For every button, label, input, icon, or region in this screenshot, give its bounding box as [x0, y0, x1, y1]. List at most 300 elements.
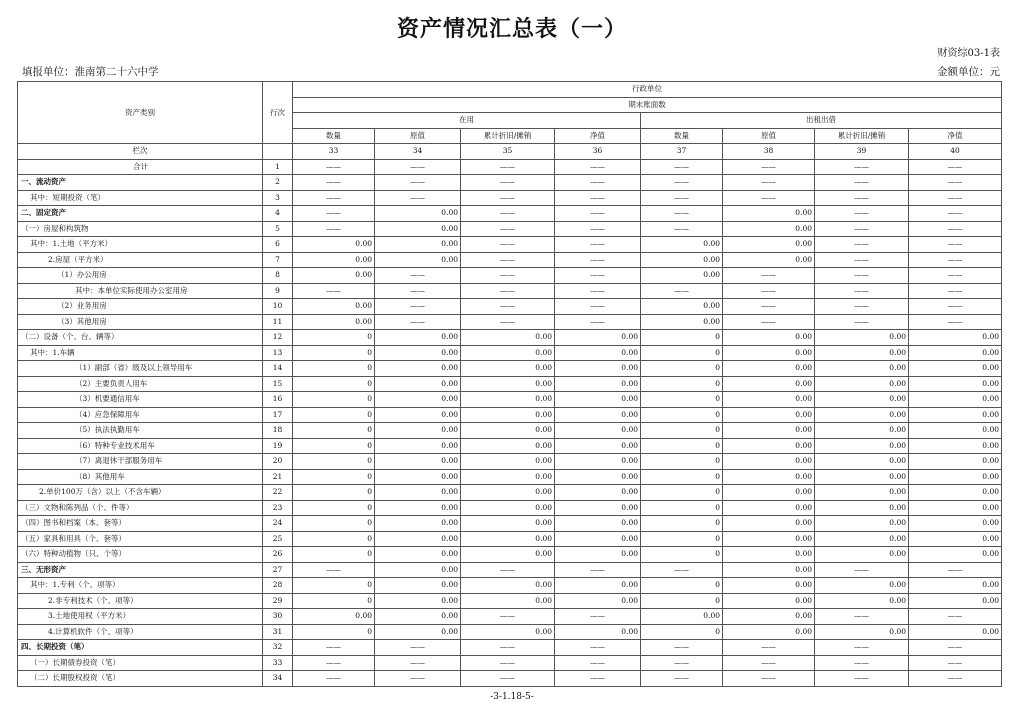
row-line-no: 32: [263, 640, 293, 656]
value-cell: ——: [461, 175, 555, 191]
column-number: 37: [641, 144, 723, 160]
row-label: 2.房屋（平方米）: [18, 252, 263, 268]
value-cell: 0.00: [723, 345, 815, 361]
value-cell: 0: [293, 593, 375, 609]
column-header: 累计折旧/摊销: [461, 128, 555, 144]
value-cell: 0.00: [641, 299, 723, 315]
value-cell: 0.00: [815, 593, 909, 609]
form-number: 财资综03-1表: [937, 48, 1000, 59]
value-cell: ——: [641, 640, 723, 656]
table-row: [18, 438, 1002, 454]
header-admin-unit: 行政单位: [293, 82, 1002, 98]
value-cell: 0.00: [375, 485, 461, 501]
fill-unit: 填报单位：淮南第二十六中学: [22, 66, 159, 78]
table-row: [18, 252, 1002, 268]
row-line-no: 5: [263, 221, 293, 237]
row-label: 其中：1.专利（个、项等）: [18, 578, 263, 594]
value-cell: ——: [461, 268, 555, 284]
value-cell: ——: [461, 283, 555, 299]
table-row: [18, 376, 1002, 392]
value-cell: ——: [815, 299, 909, 315]
value-cell: 0.00: [555, 485, 641, 501]
value-cell: 0.00: [461, 593, 555, 609]
value-cell: 0: [641, 516, 723, 532]
value-cell: ——: [293, 175, 375, 191]
value-cell: ——: [461, 252, 555, 268]
value-cell: 0.00: [723, 516, 815, 532]
value-cell: 0: [641, 578, 723, 594]
table-row: [18, 485, 1002, 501]
value-cell: ——: [461, 221, 555, 237]
row-label: （五）家具和用具（个、套等）: [18, 531, 263, 547]
table-row: [18, 268, 1002, 284]
value-cell: 0.00: [909, 516, 1002, 532]
value-cell: 0.00: [723, 578, 815, 594]
value-cell: ——: [641, 221, 723, 237]
value-cell: 0.00: [375, 221, 461, 237]
value-cell: ——: [815, 252, 909, 268]
row-label: （5）执法执勤用车: [18, 423, 263, 439]
value-cell: 0.00: [375, 206, 461, 222]
row-label: 4.计算机软件（个、项等）: [18, 624, 263, 640]
value-cell: 0.00: [909, 330, 1002, 346]
value-cell: 0.00: [555, 330, 641, 346]
value-cell: 0.00: [723, 500, 815, 516]
table-row: [18, 562, 1002, 578]
value-cell: ——: [555, 206, 641, 222]
value-cell: 0.00: [461, 531, 555, 547]
value-cell: 0: [641, 330, 723, 346]
row-label: （二）长期股权投资（笔）: [18, 671, 263, 687]
value-cell: 0.00: [293, 609, 375, 625]
value-cell: 0.00: [723, 407, 815, 423]
value-cell: ——: [461, 609, 555, 625]
value-cell: 0.00: [375, 469, 461, 485]
table-row: [18, 314, 1002, 330]
row-label: （四）图书和档案（本、套等）: [18, 516, 263, 532]
value-cell: 0.00: [641, 609, 723, 625]
value-cell: ——: [461, 206, 555, 222]
value-cell: 0.00: [293, 237, 375, 253]
value-cell: ——: [723, 640, 815, 656]
header-period-end: 期末账面数: [293, 97, 1002, 113]
row-label: 一、流动资产: [18, 175, 263, 191]
value-cell: 0: [293, 438, 375, 454]
value-cell: 0.00: [723, 454, 815, 470]
header-rent-out: 出租出借: [641, 113, 1002, 129]
value-cell: ——: [909, 655, 1002, 671]
value-cell: 0.00: [815, 330, 909, 346]
value-cell: ——: [815, 671, 909, 687]
value-cell: 0: [641, 407, 723, 423]
value-cell: 0.00: [461, 578, 555, 594]
value-cell: 0.00: [815, 624, 909, 640]
value-cell: ——: [723, 283, 815, 299]
table-row: [18, 221, 1002, 237]
column-header: 数量: [641, 128, 723, 144]
value-cell: ——: [815, 206, 909, 222]
row-label: （一）长期债券投资（笔）: [18, 655, 263, 671]
value-cell: 0.00: [461, 407, 555, 423]
value-cell: ——: [555, 175, 641, 191]
row-line-no: 14: [263, 361, 293, 377]
header-asset-category: 资产类别: [18, 82, 263, 144]
table-row: [18, 206, 1002, 222]
value-cell: 0.00: [815, 500, 909, 516]
value-cell: 0: [293, 516, 375, 532]
value-cell: 0.00: [723, 392, 815, 408]
row-line-no: 11: [263, 314, 293, 330]
value-cell: 0: [641, 500, 723, 516]
value-cell: ——: [909, 252, 1002, 268]
value-cell: ——: [723, 175, 815, 191]
value-cell: 0.00: [461, 361, 555, 377]
table-row: [18, 454, 1002, 470]
value-cell: ——: [461, 640, 555, 656]
value-cell: 0.00: [815, 392, 909, 408]
value-cell: 0.00: [555, 500, 641, 516]
row-line-no: 29: [263, 593, 293, 609]
value-cell: ——: [375, 299, 461, 315]
row-label: 2.非专利技术（个、项等）: [18, 593, 263, 609]
value-cell: 0.00: [555, 593, 641, 609]
column-number: 34: [375, 144, 461, 160]
table-row: [18, 469, 1002, 485]
value-cell: ——: [375, 283, 461, 299]
value-cell: 0: [293, 485, 375, 501]
value-cell: 0.00: [909, 593, 1002, 609]
value-cell: 0: [293, 624, 375, 640]
value-cell: 0.00: [461, 516, 555, 532]
value-cell: 0.00: [723, 237, 815, 253]
row-line-no: 1: [263, 159, 293, 175]
value-cell: ——: [555, 190, 641, 206]
value-cell: ——: [641, 206, 723, 222]
value-cell: 0.00: [815, 485, 909, 501]
value-cell: ——: [815, 175, 909, 191]
value-cell: 0.00: [723, 438, 815, 454]
value-cell: ——: [909, 609, 1002, 625]
row-label: 其中：短期投资（笔）: [18, 190, 263, 206]
value-cell: 0: [641, 376, 723, 392]
value-cell: ——: [723, 655, 815, 671]
value-cell: 0: [641, 454, 723, 470]
value-cell: 0.00: [555, 469, 641, 485]
value-cell: ——: [461, 655, 555, 671]
table-row: [18, 392, 1002, 408]
money-unit: 金额单位：元: [937, 66, 1000, 78]
column-header: 原值: [723, 128, 815, 144]
row-line-no: 17: [263, 407, 293, 423]
table-row: [18, 593, 1002, 609]
value-cell: ——: [815, 314, 909, 330]
value-cell: ——: [909, 206, 1002, 222]
value-cell: ——: [293, 671, 375, 687]
value-cell: ——: [909, 221, 1002, 237]
value-cell: 0.00: [461, 330, 555, 346]
column-number: 36: [555, 144, 641, 160]
value-cell: 0.00: [461, 423, 555, 439]
table-row: [18, 175, 1002, 191]
value-cell: 0.00: [909, 547, 1002, 563]
value-cell: 0: [641, 531, 723, 547]
value-cell: 0.00: [461, 469, 555, 485]
value-cell: 0.00: [555, 547, 641, 563]
row-label: 二、固定资产: [18, 206, 263, 222]
value-cell: 0: [641, 547, 723, 563]
value-cell: 0.00: [723, 562, 815, 578]
value-cell: 0: [293, 547, 375, 563]
row-line-no: 33: [263, 655, 293, 671]
value-cell: ——: [909, 671, 1002, 687]
row-label: 3.土地使用权（平方米）: [18, 609, 263, 625]
value-cell: 0.00: [815, 547, 909, 563]
value-cell: 0.00: [375, 392, 461, 408]
value-cell: 0.00: [461, 345, 555, 361]
value-cell: 0.00: [815, 376, 909, 392]
value-cell: ——: [815, 190, 909, 206]
value-cell: 0.00: [555, 392, 641, 408]
row-label: （7）离退休干部服务用车: [18, 454, 263, 470]
value-cell: 0.00: [375, 330, 461, 346]
value-cell: 0: [641, 624, 723, 640]
value-cell: 0: [641, 423, 723, 439]
value-cell: ——: [555, 609, 641, 625]
value-cell: 0: [293, 531, 375, 547]
row-line-no: 3: [263, 190, 293, 206]
table-row: [18, 640, 1002, 656]
row-label: 其中：本单位实际使用办公室用房: [18, 283, 263, 299]
column-number: 35: [461, 144, 555, 160]
value-cell: 0.00: [815, 407, 909, 423]
asset-summary-table: [17, 81, 1002, 687]
value-cell: ——: [461, 190, 555, 206]
row-line-no: 18: [263, 423, 293, 439]
value-cell: 0: [641, 345, 723, 361]
page-title: 资产情况汇总表（一）: [396, 16, 627, 42]
value-cell: 0.00: [293, 252, 375, 268]
value-cell: 0.00: [375, 237, 461, 253]
row-label: 其中：1.车辆: [18, 345, 263, 361]
value-cell: ——: [723, 190, 815, 206]
value-cell: ——: [641, 159, 723, 175]
value-cell: ——: [461, 237, 555, 253]
table-row: [18, 578, 1002, 594]
value-cell: 0.00: [555, 438, 641, 454]
value-cell: ——: [461, 159, 555, 175]
value-cell: ——: [555, 252, 641, 268]
value-cell: 0.00: [641, 252, 723, 268]
value-cell: ——: [555, 655, 641, 671]
row-label: （4）应急保障用车: [18, 407, 263, 423]
table-row: [18, 330, 1002, 346]
table-row: [18, 237, 1002, 253]
table-row: [18, 345, 1002, 361]
value-cell: ——: [815, 609, 909, 625]
value-cell: ——: [909, 159, 1002, 175]
row-line-no: 19: [263, 438, 293, 454]
row-line-no: 27: [263, 562, 293, 578]
value-cell: ——: [555, 640, 641, 656]
value-cell: ——: [641, 175, 723, 191]
table-row: [18, 159, 1002, 175]
table-row: [18, 531, 1002, 547]
value-cell: 0.00: [815, 469, 909, 485]
value-cell: 0.00: [293, 314, 375, 330]
value-cell: 0.00: [723, 361, 815, 377]
value-cell: ——: [723, 314, 815, 330]
value-cell: 0.00: [461, 485, 555, 501]
row-line-no: 8: [263, 268, 293, 284]
value-cell: 0: [293, 469, 375, 485]
row-line-no: 9: [263, 283, 293, 299]
value-cell: 0.00: [375, 593, 461, 609]
row-line-no: 31: [263, 624, 293, 640]
value-cell: ——: [375, 159, 461, 175]
row-label: （2）业务用房: [18, 299, 263, 315]
value-cell: ——: [555, 159, 641, 175]
value-cell: ——: [555, 562, 641, 578]
value-cell: ——: [723, 268, 815, 284]
value-cell: ——: [293, 283, 375, 299]
value-cell: ——: [909, 283, 1002, 299]
value-cell: ——: [723, 299, 815, 315]
row-line-no: 23: [263, 500, 293, 516]
value-cell: 0.00: [461, 438, 555, 454]
value-cell: 0: [293, 500, 375, 516]
value-cell: 0.00: [815, 454, 909, 470]
table-row: [18, 500, 1002, 516]
value-cell: 0: [641, 361, 723, 377]
column-header: 累计折旧/摊销: [815, 128, 909, 144]
value-cell: 0.00: [909, 423, 1002, 439]
value-cell: ——: [641, 655, 723, 671]
value-cell: 0.00: [555, 531, 641, 547]
value-cell: ——: [909, 640, 1002, 656]
column-header: 原值: [375, 128, 461, 144]
column-number: 39: [815, 144, 909, 160]
table-row: [18, 655, 1002, 671]
value-cell: ——: [815, 159, 909, 175]
value-cell: ——: [293, 655, 375, 671]
row-line-no: 24: [263, 516, 293, 532]
value-cell: 0.00: [723, 624, 815, 640]
value-cell: 0: [293, 330, 375, 346]
value-cell: ——: [555, 268, 641, 284]
header-in-use: 在用: [293, 113, 641, 129]
row-line-no: 28: [263, 578, 293, 594]
value-cell: ——: [375, 314, 461, 330]
value-cell: 0.00: [375, 345, 461, 361]
row-label: （8）其他用车: [18, 469, 263, 485]
value-cell: 0: [641, 593, 723, 609]
value-cell: 0.00: [723, 252, 815, 268]
value-cell: 0.00: [909, 469, 1002, 485]
value-cell: 0.00: [461, 547, 555, 563]
value-cell: 0.00: [723, 206, 815, 222]
value-cell: 0.00: [461, 454, 555, 470]
row-label: （一）房屋和构筑物: [18, 221, 263, 237]
value-cell: 0.00: [461, 500, 555, 516]
value-cell: ——: [641, 562, 723, 578]
row-line-no: 7: [263, 252, 293, 268]
value-cell: 0.00: [375, 407, 461, 423]
value-cell: ——: [375, 671, 461, 687]
value-cell: 0.00: [815, 531, 909, 547]
value-cell: 0.00: [375, 624, 461, 640]
value-cell: 0.00: [375, 423, 461, 439]
row-label: 四、长期投资（笔）: [18, 640, 263, 656]
value-cell: 0.00: [555, 376, 641, 392]
value-cell: 0.00: [815, 423, 909, 439]
value-cell: 0.00: [723, 221, 815, 237]
value-cell: 0.00: [555, 516, 641, 532]
value-cell: ——: [555, 299, 641, 315]
column-number: 33: [293, 144, 375, 160]
value-cell: ——: [909, 175, 1002, 191]
value-cell: 0.00: [555, 454, 641, 470]
value-cell: ——: [815, 283, 909, 299]
value-cell: ——: [909, 314, 1002, 330]
value-cell: ——: [293, 159, 375, 175]
table-row: [18, 423, 1002, 439]
value-cell: ——: [815, 655, 909, 671]
value-cell: 0.00: [375, 547, 461, 563]
column-header: 净值: [909, 128, 1002, 144]
value-cell: 0.00: [555, 407, 641, 423]
row-line-no: 13: [263, 345, 293, 361]
value-cell: 0: [293, 454, 375, 470]
row-line-no: 25: [263, 531, 293, 547]
value-cell: 0.00: [815, 578, 909, 594]
value-cell: 0.00: [461, 376, 555, 392]
value-cell: ——: [555, 314, 641, 330]
value-cell: ——: [461, 562, 555, 578]
row-label: 合计: [18, 159, 263, 175]
value-cell: ——: [293, 640, 375, 656]
value-cell: ——: [723, 159, 815, 175]
value-cell: 0.00: [723, 593, 815, 609]
column-header: 数量: [293, 128, 375, 144]
value-cell: 0.00: [641, 314, 723, 330]
value-cell: ——: [461, 314, 555, 330]
page-footer: -3-1.18-5-: [490, 692, 534, 702]
value-cell: ——: [909, 562, 1002, 578]
row-label: （2）主要负责人用车: [18, 376, 263, 392]
value-cell: 0.00: [555, 624, 641, 640]
value-cell: ——: [909, 299, 1002, 315]
value-cell: 0.00: [723, 547, 815, 563]
value-cell: 0.00: [375, 578, 461, 594]
value-cell: 0.00: [909, 376, 1002, 392]
row-line-no: 12: [263, 330, 293, 346]
value-cell: ——: [293, 206, 375, 222]
value-cell: ——: [375, 640, 461, 656]
table-row: [18, 516, 1002, 532]
value-cell: 0.00: [375, 516, 461, 532]
value-cell: 0.00: [555, 361, 641, 377]
value-cell: 0.00: [723, 330, 815, 346]
value-cell: ——: [461, 299, 555, 315]
value-cell: 0.00: [909, 392, 1002, 408]
value-cell: ——: [815, 640, 909, 656]
value-cell: 0.00: [555, 578, 641, 594]
value-cell: 0.00: [815, 361, 909, 377]
value-cell: 0.00: [375, 454, 461, 470]
value-cell: 0.00: [375, 252, 461, 268]
value-cell: 0.00: [375, 438, 461, 454]
row-line-no: 22: [263, 485, 293, 501]
